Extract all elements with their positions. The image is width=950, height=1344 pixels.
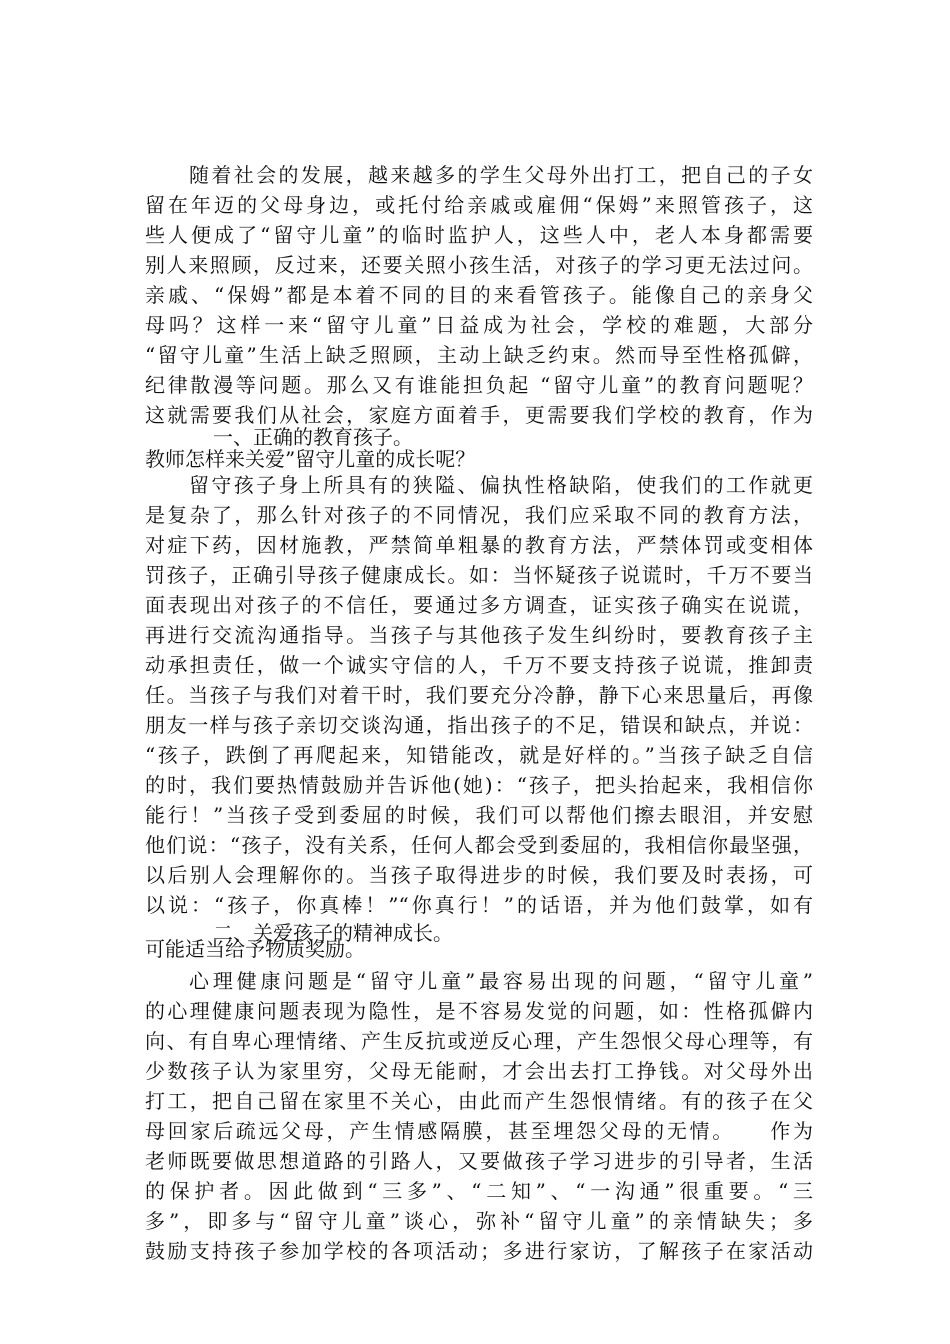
section-heading-2: 二、关爱孩子的精神成长。 <box>213 921 453 945</box>
text-line: 是复杂了，那么针对孩子的不同情况，我们应采取不同的教育方法， <box>145 503 813 527</box>
text-line: 朋友一样与孩子亲切交谈沟通，指出孩子的不足，错误和缺点，并说： <box>145 713 813 737</box>
text-line: 些人便成了“留守儿童”的临时监护人，这些人中，老人本身都需要 <box>145 223 813 247</box>
text-line: 向、有自卑心理情绪、产生反抗或逆反心理，产生怨恨父母心理等，有 <box>145 1029 813 1053</box>
text-line: 能行！”当孩子受到委屈的时候，我们可以帮他们擦去眼泪，并安慰 <box>145 803 813 827</box>
text-line: “孩子，跌倒了再爬起来，知错能改，就是好样的。”当孩子缺乏自信 <box>145 743 813 767</box>
text-line: 可能适当给予物质奖励。 <box>145 937 365 961</box>
text-line: 罚孩子，正确引导孩子健康成长。如：当怀疑孩子说谎时，千万不要当 <box>145 563 813 587</box>
text-line: 面表现出对孩子的不信任，要通过多方调查，证实孩子确实在说谎， <box>145 593 813 617</box>
text-line: 心理健康问题是“留守儿童”最容易出现的问题，“留守儿童” <box>189 969 813 993</box>
text-line: 鼓励支持孩子参加学校的各项活动；多进行家访，了解孩子在家活动 <box>145 1239 813 1263</box>
text-line: 亲戚、“保姆”都是本着不同的目的来看管孩子。能像自己的亲身父 <box>145 283 813 307</box>
paragraph-section-2 <box>145 966 813 1266</box>
text-line: 母回家后疏远父母，产生情感隔膜，甚至埋怨父母的无情。 作为 <box>145 1119 813 1143</box>
text-line: 的保护者。因此做到“三多”、“二知”、“一沟通”很重要。“三 <box>145 1179 813 1203</box>
text-line: 对症下药，因材施教，严禁简单粗暴的教育方法，严禁体罚或变相体 <box>145 533 813 557</box>
text-line: 别人来照顾，反过来，还要关照小孩生活，对孩子的学习更无法过问。 <box>145 253 813 277</box>
text-line: 纪律散漫等问题。那么又有谁能担负起 “留守儿童”的教育问题呢？ <box>145 373 813 397</box>
text-line: 随着社会的发展，越来越多的学生父母外出打工，把自己的子女 <box>189 163 813 187</box>
text-line: 动承担责任，做一个诚实守信的人，千万不要支持孩子说谎，推卸责 <box>145 653 813 677</box>
text-line: 以说：“孩子，你真棒！”“你真行！”的话语，并为他们鼓掌，如有 <box>145 893 813 917</box>
text-line: 他们说：“孩子，没有关系，任何人都会受到委屈的，我相信你最坚强， <box>145 833 813 857</box>
text-line: 的时，我们要热情鼓励并告诉他(她)：“孩子，把头抬起来，我相信你 <box>145 773 813 797</box>
text-line: 老师既要做思想道路的引路人，又要做孩子学习进步的引导者，生活 <box>145 1149 813 1173</box>
text-line: 留守孩子身上所具有的狭隘、偏执性格缺陷，使我们的工作就更 <box>189 473 813 497</box>
text-line: 这就需要我们从社会，家庭方面着手，更需要我们学校的教育，作为 <box>145 403 813 427</box>
text-line: 多”，即多与“留守儿童”谈心，弥补“留守儿童”的亲情缺失；多 <box>145 1209 813 1233</box>
text-line: 任。当孩子与我们对着干时，我们要充分冷静，静下心来思量后，再像 <box>145 683 813 707</box>
text-line: 教师怎样来关爱”留守儿童的成长呢？ <box>145 447 476 471</box>
paragraph-section-1 <box>145 470 813 964</box>
text-line: 留在年迈的父母身边，或托付给亲戚或雇佣“保姆”来照管孩子，这 <box>145 193 813 217</box>
text-line: 母吗？这样一来“留守儿童”日益成为社会，学校的难题，大部分 <box>145 313 813 337</box>
text-line: “留守儿童”生活上缺乏照顾，主动上缺乏约束。然而导至性格孤僻， <box>145 343 813 367</box>
section-heading-1: 一、正确的教育孩子。 <box>213 425 413 449</box>
text-line: 的心理健康问题表现为隐性，是不容易发觉的问题，如：性格孤僻内 <box>145 999 813 1023</box>
text-line: 打工，把自己留在家里不关心，由此而产生怨恨情绪。有的孩子在父 <box>145 1089 813 1113</box>
text-line: 少数孩子认为家里穷，父母无能耐，才会出去打工挣钱。对父母外出 <box>145 1059 813 1083</box>
text-line: 再进行交流沟通指导。当孩子与其他孩子发生纠纷时，要教育孩子主 <box>145 623 813 647</box>
text-line: 以后别人会理解你的。当孩子取得进步的时候，我们要及时表扬，可 <box>145 863 813 887</box>
